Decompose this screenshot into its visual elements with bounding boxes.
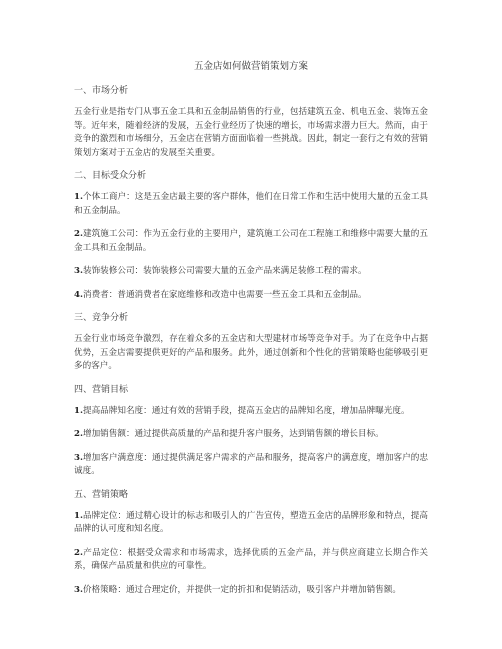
item-number: 2. (74, 547, 83, 558)
item-text: 增加销售额：通过提供高质量的产品和提升客户服务，达到销售额的增长目标。 (82, 429, 384, 439)
item-text: 建筑施工公司：作为五金行业的主要用户，建筑施工公司在工程施工和维修中需要大量的五金工具和五金制品。 (74, 229, 428, 253)
section-heading-market-analysis: 一、市场分析 (74, 86, 129, 96)
section-heading-target-audience: 二、目标受众分析 (74, 171, 147, 181)
item-number: 2. (74, 229, 83, 239)
section-heading-marketing-strategy: 五、营销策略 (74, 489, 129, 500)
list-item (74, 265, 428, 279)
section-heading-competition-analysis: 三、竞争分析 (74, 313, 129, 323)
item-number: 4. (74, 289, 83, 300)
item-text: 装饰装修公司：装饰装修公司需要大量的五金产品来满足装修工程的需求。 (82, 266, 367, 276)
list-item (74, 584, 428, 598)
list-item (74, 547, 428, 574)
item-text: 个体工商户：这是五金店最主要的客户群体，他们在日常工作和生活中使用大量的五金工具和五金制品。 (74, 192, 428, 216)
section-heading-marketing-goals: 四、营销目标 (74, 384, 129, 395)
document-title: 五金店如何做营销策划方案 (193, 61, 308, 72)
item-number: 3. (74, 266, 83, 276)
item-number: 2. (74, 429, 83, 439)
item-number: 1. (74, 192, 83, 202)
item-number: 1. (74, 405, 83, 416)
item-number: 3. (74, 452, 83, 463)
item-text: 价格策略：通过合理定价，并提供一定的折扣和促销活动，吸引客户并增加销售额。 (82, 584, 401, 595)
item-text: 产品定位：根据受众需求和市场需求，选择优质的五金产品，并与供应商建立长期合作关系，确保产品质量和供应的可靠性。 (74, 547, 428, 571)
list-item (74, 405, 428, 419)
list-item (74, 510, 428, 537)
item-text: 增加客户满意度：通过提供满足客户需求的产品和服务，提高客户的满意度，增加客户的忠诚度。 (74, 452, 428, 476)
item-text: 提高品牌知名度：通过有效的营销手段，提高五金店的品牌知名度，增加品牌曝光度。 (82, 405, 410, 416)
paragraph: 五金行业是指专门从事五金工具和五金制品销售的行业，包括建筑五金、机电五金、装饰五金等。近年来，随着经济的发展，五金行业经历了快速的增长，市场需求潜力巨大。然而，由于竞争的激烈和市场细分，五金店在营销方面面临着一些挑战。因此，制定一套行之有效的营销策划方案对于五金店的发展至关重要。 (74, 107, 428, 158)
item-text: 品牌定位：通过精心设计的标志和吸引人的广告宣传，塑造五金店的品牌形象和特点，提高品牌的认可度和知名度。 (74, 510, 428, 534)
list-item (74, 191, 428, 218)
list-item (74, 452, 428, 479)
list-item (74, 428, 428, 442)
item-number: 1. (74, 510, 83, 521)
item-number: 3. (74, 584, 83, 595)
list-item (74, 228, 428, 255)
item-text: 消费者：普通消费者在家庭维修和改造中也需要一些五金工具和五金制品。 (82, 289, 367, 300)
list-item (74, 289, 428, 303)
paragraph: 五金行业市场竞争激烈，存在着众多的五金店和大型建材市场等竞争对手。为了在竞争中占据优势，五金店需要提供更好的产品和服务。此外，通过创新和个性化的营销策略也能够吸引更多的客户。 (74, 334, 428, 371)
